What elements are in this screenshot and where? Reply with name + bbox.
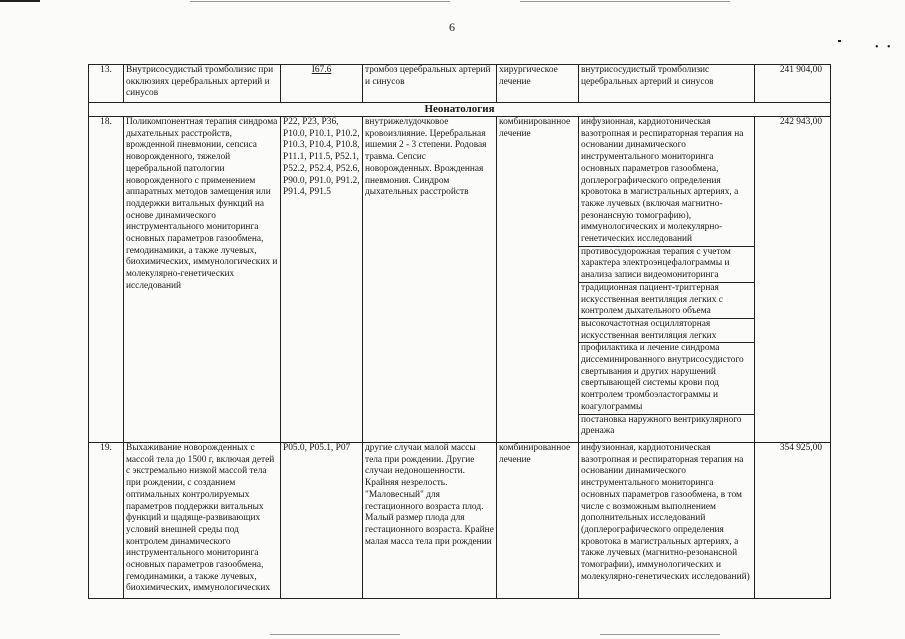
patient-model: тромбоз церебральных артерий и синусов (363, 65, 497, 103)
page-number: 6 (449, 20, 455, 34)
treatment-method: постановка наружного вентрикулярного дренажа (581, 414, 742, 437)
treatment-method: инфузионная, кардиотоническая вазотропная и респираторная терапия на основании динамического инструментального мониторинга основных параметров газообмена, в том числе с возможным выполнением дополнительных исследований (доплерографического определения кровотока в магистральных артериях, а также лучевых (магнитно-резонансной томографии), иммунологических и молекулярно-генетических исследований) (579, 442, 755, 598)
section-row (89, 103, 831, 117)
patient-model: внутрижелудочковое кровоизлияние. Церебральная ишемия 2 - 3 степени. Родовая травма. Сепсис новорожденных. Врожденная пневмония. Синдром дыхательных расстройств (363, 117, 497, 443)
scan-edge-line (520, 1, 730, 2)
procedure-name: Внутрисосудистый тромболизис при окклюзиях церебральных артерий и синусов (124, 65, 281, 103)
patient-model: другие случаи малой массы тела при рождении. Другие случаи недоношенности. Крайняя незрелость. "Маловесный" для гестационного возраста плод. Малый размер плода для гестационного возраста. Крайне малая масса тела при рождении (363, 442, 497, 598)
treatment-method: внутрисосудистый тромболизис церебральных артерий и синусов (579, 65, 755, 103)
diagnosis-codes: P05.0, P05.1, P07 (281, 442, 363, 598)
diagnosis-code-link[interactable]: I67.6 (311, 65, 332, 75)
treatment-method: высокочастотная осцилляторная искусственная вентиляция легких (579, 319, 754, 343)
section-title: Неонатология (89, 103, 831, 117)
price: 354 925,00 (755, 442, 831, 598)
scan-edge-line (600, 634, 720, 635)
table-row (89, 117, 831, 443)
treatment-method: профилактика и лечение синдрома диссеминированного внутрисосудистого свертывания и других нарушений свертывающей системы крови под контролем тромбоэластограммы и коагулограммы (579, 343, 754, 414)
treatment-methods (579, 117, 755, 443)
diagnosis-codes (281, 65, 363, 103)
treatment-table (88, 64, 831, 599)
treatment-method: инфузионная, кардиотоническая вазотропная и респираторная терапия на основании динамического инструментального мониторинга основных параметров газообмена, доплерографического определения кровотока в магистральных артериях, а также лучевых (включая магнитно-резонансную томографию), иммунологических и молекулярно-генетических исследований (579, 117, 754, 247)
table-row (89, 65, 831, 103)
price: 242 943,00 (755, 117, 831, 443)
price: 241 904,00 (755, 65, 831, 103)
procedure-name (124, 442, 281, 598)
row-number: 18. (89, 117, 124, 443)
treatment-type: комбинированное лечение (497, 442, 579, 598)
row-number: 19. (89, 442, 124, 598)
procedure-name-text: Выхаживание новорожденных с массой тела до 1500 г, включая детей с экстремально низкой массой тела при рождении, с созданием оптимальных контролируемых параметров поддержки витальных функций и щадяще-развивающих условий внешней среды под контролем динамического инструментального мониторинга основных параметров газообмена, гемодинамики, а также лучевых, биохимических, иммунологических (126, 442, 275, 594)
procedure-name: Поликомпонентная терапия синдрома дыхательных расстройств, врожденной пневмонии, сепсиса новорожденного, тяжелой церебральной патологии новорожденного с применением аппаратных методов замещения или поддержки витальных функций на основе динамического инструментального мониторинга основных параметров газообмена, гемодинамики, а также лучевых, биохимических, иммунологических и молекулярно-генетических исследований (124, 117, 281, 443)
scan-mark (838, 40, 841, 42)
treatment-type: хирургическое лечение (497, 65, 579, 103)
scan-mark: • • (875, 42, 894, 53)
treatment-method: противосудорожная терапия с учетом характера электроэнцефалограммы и анализа записи видеомониторинга (579, 247, 754, 283)
row-number: 13. (89, 65, 124, 103)
scan-edge-line (190, 1, 450, 2)
table-row (89, 442, 831, 598)
scan-mark (0, 0, 40, 2)
treatment-method: традиционная пациент-триггерная искусственная вентиляция легких с контролем дыхательного объема (579, 283, 754, 319)
diagnosis-codes: P22, P23, P36, P10.0, P10.1, P10.2, P10.3, P10.4, P10.8, P11.1, P11.5, P52.1, P52.2, P52.4, P52.6, P90.0, P91.0, P91.2, P91.4, P91.5 (281, 117, 363, 443)
treatment-type: комбинированное лечение (497, 117, 579, 443)
scan-edge-line (270, 634, 400, 635)
